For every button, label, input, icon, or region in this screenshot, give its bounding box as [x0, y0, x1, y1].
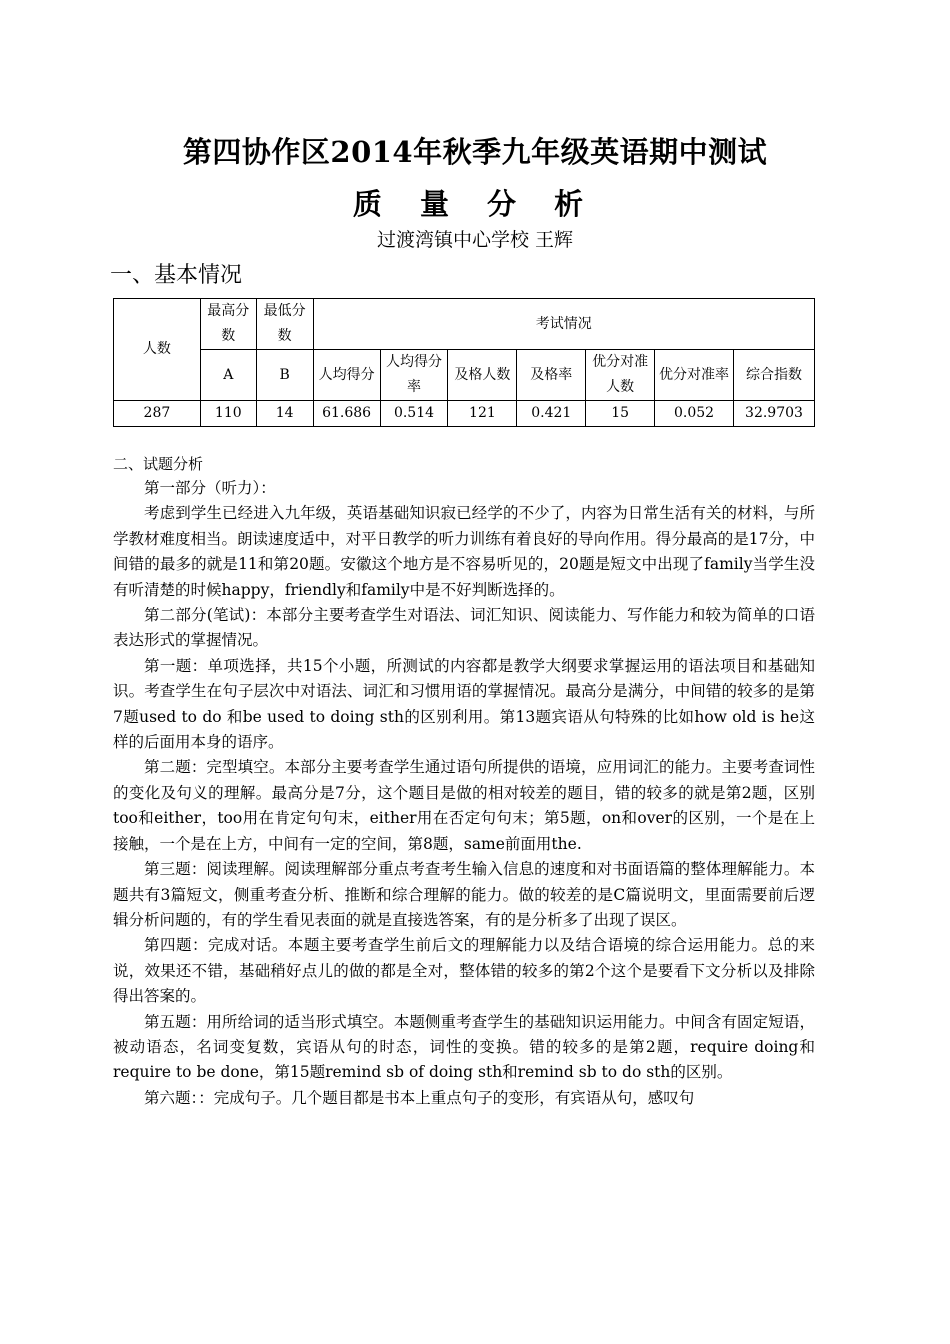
- cell-avg-rate: 0.514: [380, 401, 448, 427]
- header-avg-rate: 人均得分率: [380, 350, 448, 401]
- header-excellent-count: 优分对准人数: [586, 350, 655, 401]
- paragraph: 第一题：单项选择，共15个小题，所测试的内容都是教学大纲要求掌握运用的语法项目和基础知识。考查学生在句子层次中对语法、词汇和习惯用语的掌握情况。最高分是满分，中间错的较多的是第7题used to do 和be used to doing sth的区别利用。第13题宾语从句特殊的比如how old is he这样的后面用本身的语序。: [113, 656, 815, 752]
- cell-min: 14: [256, 401, 313, 427]
- header-avg: 人均得分: [313, 350, 380, 401]
- cell-pass-count: 121: [448, 401, 517, 427]
- cell-max: 110: [200, 401, 256, 427]
- cell-excellent-count: 15: [586, 401, 655, 427]
- author-line: 过渡湾镇中心学校 王辉: [376, 229, 574, 251]
- header-composite: 综合指数: [733, 350, 814, 401]
- analysis-body: [113, 476, 815, 1111]
- paragraph: 第四题：完成对话。本题主要考查学生前后文的理解能力以及结合语境的综合运用能力。总的来说，效果还不错，基础稍好点儿的做的都是全对，整体错的较多的第2个这个是要看下文分析以及排除得出答案的。: [113, 936, 815, 1006]
- cell-pass-rate: 0.421: [517, 401, 586, 427]
- cell-people: 287: [114, 401, 201, 427]
- document-title: 第四协作区2014年秋季九年级英语期中测试: [182, 135, 768, 169]
- header-b: B: [256, 350, 313, 401]
- paragraph: 考虑到学生已经进入九年级，英语基础知识寂已经学的不少了，内容为日常生活有关的材料，与所学教材难度相当。朗读速度适中，对平日教学的听力训练有着良好的导向作用。得分最高的是17分，中间错的最多的就是11和第20题。安徽这个地方是不容易听见的，20题是短文中出现了family当学生没有听清楚的时候happy，friendly和family中是不好判断选择的。: [113, 504, 815, 599]
- header-max-score: 最高分数: [200, 299, 256, 350]
- paragraph: 第一部分（听力）：: [144, 479, 276, 497]
- header-a: A: [200, 350, 256, 401]
- paragraph: 第六题：：完成句子。几个题目都是书本上重点句子的变形，有宾语从句，感叹句: [144, 1088, 695, 1107]
- header-excellent-rate: 优分对准率: [655, 350, 734, 401]
- cell-avg: 61.686: [313, 401, 380, 427]
- basic-info-table: [113, 298, 815, 427]
- paragraph: 第五题：用所给词的适当形式填空。本题侧重考查学生的基础知识运用能力。中间含有固定短语，被动语态，名词变复数，宾语从句的时态，词性的变换。错的较多的是第2题，require doing和require to be done，第15题remind sb of doing sth和remind sb to do sth的区别。: [113, 1012, 815, 1082]
- section-heading-basic: 一、基本情况: [110, 263, 243, 288]
- paragraph: 第二题：完型填空。本部分主要考查学生通过语句所提供的语境，应用词汇的能力。主要考查词性的变化及句义的理解。最高分是7分，这个题目是做的相对较差的题目，错的较多的就是第2题，区别too和either，too用在肯定句句末，either用在否定句句末；第5题，on和over的区别，一个是在上接触，一个是在上方，中间有一定的空间，第8题，same前面用the.: [113, 758, 815, 853]
- header-min-score: 最低分数: [256, 299, 313, 350]
- header-pass-rate: 及格率: [517, 350, 586, 401]
- header-exam: 考试情况: [313, 299, 814, 350]
- header-people: 人数: [114, 299, 201, 401]
- cell-excellent-rate: 0.052: [655, 401, 734, 427]
- paragraph: 第三题：阅读理解。阅读理解部分重点考查考生输入信息的速度和对书面语篇的整体理解能力。本题共有3篇短文，侧重考查分析、推断和综合理解的能力。做的较差的是C篇说明文，里面需要前后逻辑分析问题的，有的学生看见表面的就是直接选答案，有的是分析多了出现了误区。: [113, 860, 815, 929]
- paragraph: 第二部分(笔试)：本部分主要考查学生对语法、词汇知识、阅读能力、写作能力和较为简单的口语表达形式的掌握情况。: [113, 606, 815, 650]
- document-subtitle: 质 量 分 析: [352, 187, 598, 221]
- cell-composite: 32.9703: [733, 401, 814, 427]
- header-pass-count: 及格人数: [448, 350, 517, 401]
- section-heading-analysis: 二、试题分析: [113, 455, 204, 473]
